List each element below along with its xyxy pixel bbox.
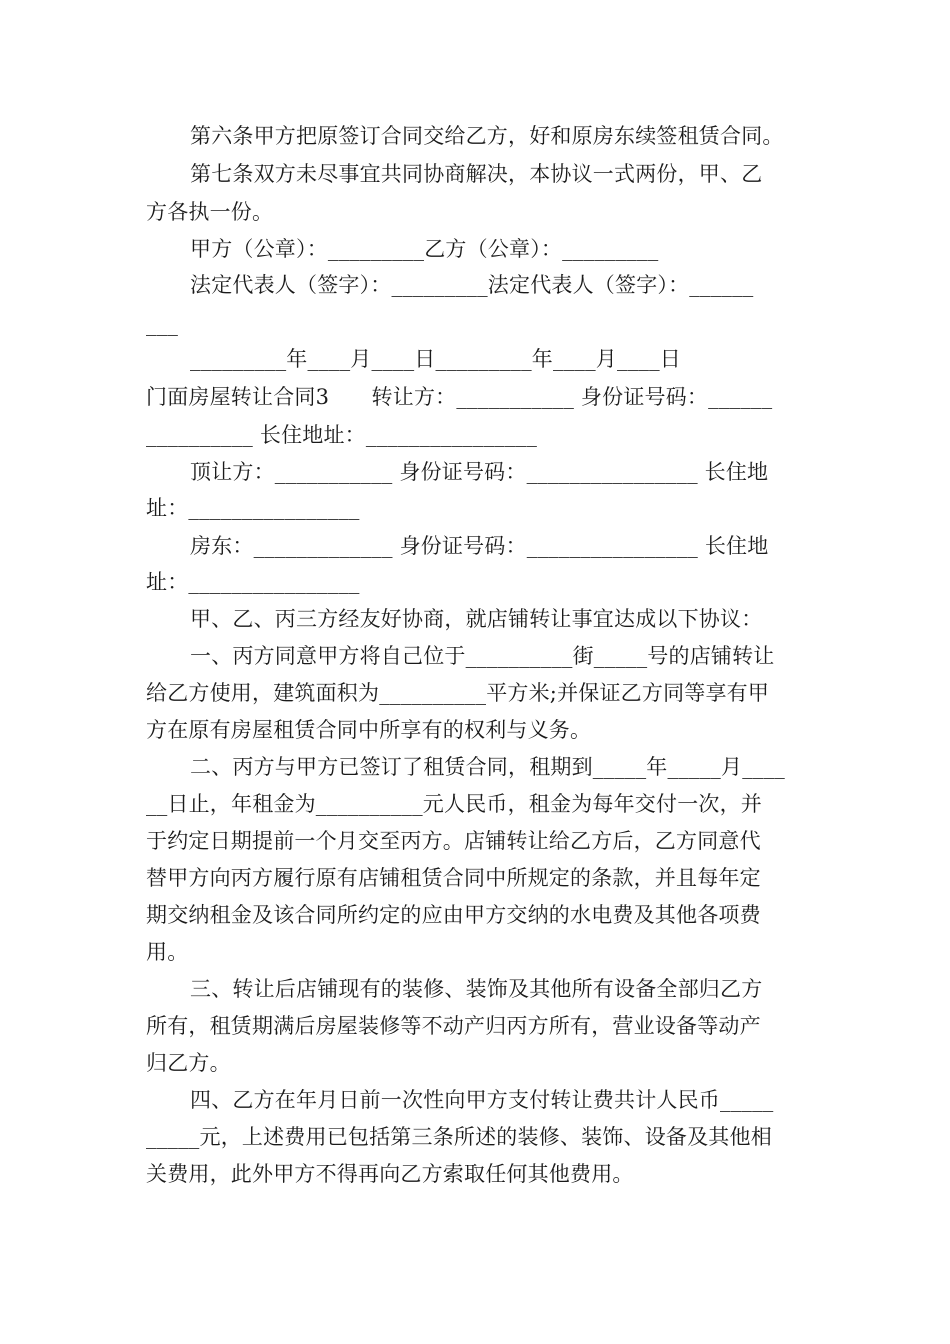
article-1-line-2: 给乙方使用，建筑面积为__________平方米;并保证乙方同等享有甲: [146, 681, 770, 705]
legal-rep-signature-line-cont: ___: [146, 312, 179, 336]
article-2-line-6: 用。: [146, 940, 189, 964]
article-1-line-3: 方在原有房屋租赁合同中所享有的权利与义务。: [146, 718, 592, 742]
article-2-line-2: __日止，年租金为__________元人民币，租金为每年交付一次，并: [146, 792, 762, 816]
article-3-line-3: 归乙方。: [146, 1051, 231, 1075]
clause-6-line: 第六条甲方把原签订合同交给乙方，好和原房东续签租赁合同。: [190, 124, 784, 148]
article-3-line-2: 所有，租赁期满后房屋装修等不动产归丙方所有，营业设备等动产: [146, 1014, 761, 1038]
article-3-line-1: 三、转让后店铺现有的装修、装饰及其他所有设备全部归乙方: [190, 977, 763, 1001]
contract-3-title-line: 门面房屋转让合同3 转让方：___________ 身份证号码：______: [146, 385, 773, 409]
landlord-address-line: 址：________________: [146, 570, 360, 594]
legal-rep-signature-line: 法定代表人（签字）：_________法定代表人（签字）：______: [190, 273, 754, 297]
agreement-intro-line: 甲、乙、丙三方经友好协商，就店铺转让事宜达成以下协议：: [190, 607, 763, 631]
article-2-line-3: 于约定日期提前一个月交至丙方。店铺转让给乙方后，乙方同意代: [146, 829, 761, 853]
article-4-line-1: 四、乙方在年月日前一次性向甲方支付转让费共计人民币_____: [190, 1088, 774, 1112]
article-4-line-3: 关费用，此外甲方不得再向乙方索取任何其他费用。: [146, 1162, 634, 1186]
landlord-line: 房东：_____________ 身份证号码：________________ 长住地: [190, 534, 769, 558]
clause-7-line-2: 方各执一份。: [146, 200, 274, 224]
article-2-line-5: 期交纳租金及该合同所约定的应由甲方交纳的水电费及其他各项费: [146, 903, 761, 927]
transferee-address-line: 址：________________: [146, 496, 360, 520]
transferee-line: 顶让方：___________ 身份证号码：________________ 长住地: [190, 460, 769, 484]
transferor-address-line: __________ 长住地址：________________: [146, 423, 538, 447]
article-1-line-1: 一、丙方同意甲方将自己位于__________街_____号的店铺转让: [190, 644, 775, 668]
article-2-line-1: 二、丙方与甲方已签订了租赁合同，租期到_____年_____月____: [190, 755, 785, 779]
date-line: _________年____月____日_________年____月____日: [190, 347, 681, 371]
party-seal-line: 甲方（公章）：_________乙方（公章）：_________: [190, 237, 659, 261]
article-2-line-4: 替甲方向丙方履行原有店铺租赁合同中所规定的条款，并且每年定: [146, 866, 761, 890]
article-4-line-2: _____元，上述费用已包括第三条所述的装修、装饰、设备及其他相: [146, 1125, 772, 1149]
clause-7-line-1: 第七条双方未尽事宜共同协商解决，本协议一式两份，甲、乙: [190, 162, 763, 186]
